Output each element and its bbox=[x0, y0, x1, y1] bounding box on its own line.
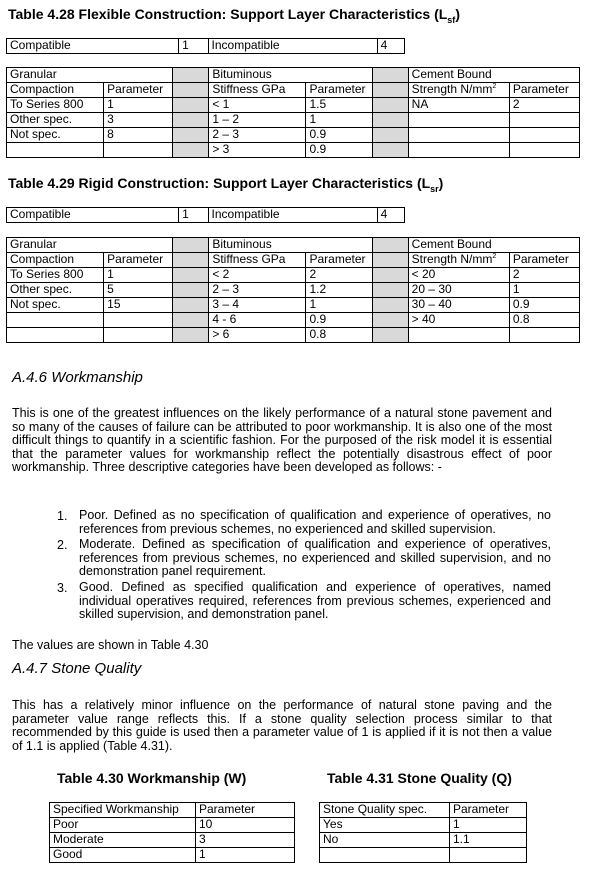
shaded-separator bbox=[372, 268, 408, 283]
table-cell: 1 bbox=[450, 818, 527, 833]
cement-col-strength bbox=[408, 83, 509, 98]
cement-col-parameter: Parameter bbox=[509, 83, 579, 98]
shaded-separator bbox=[372, 253, 408, 268]
table-cell: 1 bbox=[306, 298, 372, 313]
table-4-28-title bbox=[8, 6, 460, 25]
table-cell: Other spec. bbox=[7, 113, 104, 128]
table-4-28-compatibility bbox=[6, 38, 405, 54]
table-title-text: Table 4.29 Rigid Construction: Support Layer Characteristics (L bbox=[8, 175, 431, 191]
shaded-separator bbox=[173, 268, 209, 283]
granular-col-parameter: Parameter bbox=[104, 83, 173, 98]
table-cell bbox=[104, 313, 173, 328]
shaded-separator bbox=[173, 253, 209, 268]
table-title-close: ) bbox=[455, 6, 460, 22]
shaded-separator bbox=[173, 98, 209, 113]
shaded-separator bbox=[372, 68, 408, 83]
table-cell: 0.8 bbox=[306, 328, 372, 343]
table-row bbox=[7, 328, 580, 343]
table-row bbox=[7, 143, 580, 158]
table-cell: 2 bbox=[509, 268, 579, 283]
incompatible-value: 4 bbox=[377, 208, 404, 223]
table-cell: 30 – 40 bbox=[408, 298, 509, 313]
table-4-30 bbox=[49, 802, 295, 863]
table-cell: > 40 bbox=[408, 313, 509, 328]
table-cell: > 3 bbox=[209, 143, 306, 158]
bituminous-col-stiffness: Stiffness GPa bbox=[209, 83, 306, 98]
table-cell: 2 bbox=[306, 268, 372, 283]
table-cell bbox=[408, 128, 509, 143]
cement-group-header: Cement Bound bbox=[408, 238, 579, 253]
table-row bbox=[50, 848, 295, 863]
table-cell: 3 bbox=[196, 833, 295, 848]
table-title-subscript: sf bbox=[447, 14, 456, 25]
table-cell: 4 - 6 bbox=[209, 313, 306, 328]
table-cell: Yes bbox=[320, 818, 450, 833]
shaded-separator bbox=[173, 143, 209, 158]
shaded-separator bbox=[372, 143, 408, 158]
strength-unit-sup: 2 bbox=[492, 83, 497, 90]
table-cell: 8 bbox=[104, 128, 173, 143]
table-row bbox=[7, 298, 580, 313]
granular-group-header: Granular bbox=[7, 238, 173, 253]
table-cell: 5 bbox=[104, 283, 173, 298]
table-4-29-grid bbox=[6, 237, 580, 343]
shaded-separator bbox=[173, 328, 209, 343]
shaded-separator bbox=[372, 98, 408, 113]
table-cell: 1.1 bbox=[450, 833, 527, 848]
shaded-separator bbox=[372, 283, 408, 298]
table-cell: 1.2 bbox=[306, 283, 372, 298]
list-number: 2. bbox=[57, 538, 68, 552]
strength-unit-sup: 2 bbox=[492, 253, 497, 260]
shaded-separator bbox=[173, 128, 209, 143]
table-cell: < 20 bbox=[408, 268, 509, 283]
cement-col-parameter: Parameter bbox=[509, 253, 579, 268]
list-item-poor: Poor. Defined as no specification of qualification and experience of operatives, no references from previous schemes, no experienced and skilled supervision. bbox=[79, 508, 551, 536]
shaded-separator bbox=[173, 283, 209, 298]
table-cell: 3 bbox=[104, 113, 173, 128]
incompatible-label: Incompatible bbox=[208, 39, 377, 54]
table-cell bbox=[408, 113, 509, 128]
granular-col-parameter: Parameter bbox=[104, 253, 173, 268]
compatible-label: Compatible bbox=[7, 208, 179, 223]
compatible-value: 1 bbox=[179, 39, 208, 54]
table-cell: To Series 800 bbox=[7, 268, 104, 283]
table-cell: 2 – 3 bbox=[209, 128, 306, 143]
table-4-31 bbox=[319, 802, 527, 863]
table-cell: < 1 bbox=[209, 98, 306, 113]
table-4-31-title: Table 4.31 Stone Quality (Q) bbox=[327, 770, 512, 786]
shaded-separator bbox=[173, 238, 209, 253]
list-number: 3. bbox=[57, 581, 68, 595]
table-cell: To Series 800 bbox=[7, 98, 104, 113]
table-cell bbox=[408, 143, 509, 158]
column-header: Stone Quality spec. bbox=[320, 803, 450, 818]
table-row bbox=[7, 313, 580, 328]
table-4-30-title: Table 4.30 Workmanship (W) bbox=[57, 770, 247, 786]
table-cell: Other spec. bbox=[7, 283, 104, 298]
shaded-separator bbox=[372, 313, 408, 328]
table-row bbox=[50, 833, 295, 848]
table-cell: 15 bbox=[104, 298, 173, 313]
bituminous-col-parameter: Parameter bbox=[306, 83, 372, 98]
table-title-close: ) bbox=[438, 175, 444, 191]
granular-col-compaction: Compaction bbox=[7, 83, 104, 98]
table-cell: Moderate bbox=[50, 833, 196, 848]
granular-group-header: Granular bbox=[7, 68, 173, 83]
table-cell bbox=[450, 848, 527, 863]
table-title-subscript: sr bbox=[430, 183, 439, 194]
table-cell: 3 – 4 bbox=[209, 298, 306, 313]
table-cell bbox=[104, 328, 173, 343]
table-row bbox=[7, 128, 580, 143]
table-cell: 0.8 bbox=[509, 313, 579, 328]
table-cell: 1 bbox=[104, 268, 173, 283]
section-heading-workmanship: A.4.6 Workmanship bbox=[12, 369, 143, 386]
shaded-separator bbox=[173, 83, 209, 98]
granular-col-compaction: Compaction bbox=[7, 253, 104, 268]
cement-group-header: Cement Bound bbox=[408, 68, 579, 83]
table-cell: 10 bbox=[196, 818, 295, 833]
strength-label: Strength bbox=[411, 252, 458, 266]
table-cell: 0.9 bbox=[306, 313, 372, 328]
table-cell bbox=[320, 848, 450, 863]
table-row bbox=[320, 818, 527, 833]
table-cell: 20 – 30 bbox=[408, 283, 509, 298]
shaded-separator bbox=[173, 313, 209, 328]
shaded-separator bbox=[173, 298, 209, 313]
compatible-label: Compatible bbox=[7, 39, 179, 54]
table-4-29-title bbox=[8, 175, 443, 194]
table-row bbox=[7, 113, 580, 128]
table-cell: < 2 bbox=[209, 268, 306, 283]
table-cell: 2 bbox=[509, 98, 579, 113]
column-header: Parameter bbox=[450, 803, 527, 818]
table-row bbox=[7, 98, 580, 113]
stone-quality-paragraph: This has a relatively minor influence on the performance of natural stone paving and the parameter value range reflects this. If a stone quality selection process similar to that recommended by this guide is used then a parameter value of 1 is applied if it is not then a value of 1.1 is applied (Table 4.31). bbox=[12, 698, 552, 753]
values-note: The values are shown in Table 4.30 bbox=[12, 638, 209, 652]
strength-unit: N/mm bbox=[460, 82, 493, 96]
list-item-moderate: Moderate. Defined as specification of qualification and experience of operatives, references from previous schemes, no experienced and skilled supervision, and no demonstration panel requirement. bbox=[79, 537, 551, 579]
table-cell: Poor bbox=[50, 818, 196, 833]
incompatible-label: Incompatible bbox=[208, 208, 377, 223]
bituminous-group-header: Bituminous bbox=[209, 238, 372, 253]
table-cell bbox=[509, 143, 579, 158]
table-4-28-grid bbox=[6, 67, 580, 158]
shaded-separator bbox=[173, 68, 209, 83]
table-row bbox=[320, 833, 527, 848]
table-cell: 1 bbox=[196, 848, 295, 863]
table-title-text: Table 4.28 Flexible Construction: Support Layer Characteristics (L bbox=[8, 6, 448, 22]
workmanship-paragraph: This is one of the greatest influences on the likely performance of a natural stone pavement and so many of the causes of failure can be attributed to poor workmanship. It is also one of the most difficult things to quantify in a scientific fashion. For the purposed of the risk model it is essential that the parameter values for workmanship reflect the potentially disastrous effect of poor workmanship. Three descriptive categories have been developed as follows: - bbox=[12, 406, 552, 475]
column-header: Parameter bbox=[196, 803, 295, 818]
cement-col-strength bbox=[408, 253, 509, 268]
shaded-separator bbox=[372, 128, 408, 143]
compatible-value: 1 bbox=[179, 208, 208, 223]
table-cell: 1.5 bbox=[306, 98, 372, 113]
table-cell bbox=[509, 113, 579, 128]
table-cell bbox=[7, 328, 104, 343]
table-cell: 1 bbox=[104, 98, 173, 113]
table-row bbox=[7, 268, 580, 283]
shaded-separator bbox=[372, 328, 408, 343]
table-cell: Not spec. bbox=[7, 298, 104, 313]
section-heading-stone-quality: A.4.7 Stone Quality bbox=[12, 660, 142, 677]
bituminous-group-header: Bituminous bbox=[209, 68, 372, 83]
table-cell: 2 – 3 bbox=[209, 283, 306, 298]
list-number: 1. bbox=[57, 509, 68, 523]
shaded-separator bbox=[173, 113, 209, 128]
table-cell: 0.9 bbox=[306, 128, 372, 143]
bituminous-col-stiffness: Stiffness GPa bbox=[209, 253, 306, 268]
shaded-separator bbox=[372, 113, 408, 128]
table-cell bbox=[7, 313, 104, 328]
table-cell: 1 bbox=[509, 283, 579, 298]
table-cell bbox=[509, 128, 579, 143]
table-cell: 1 – 2 bbox=[209, 113, 306, 128]
shaded-separator bbox=[372, 238, 408, 253]
table-cell: > 6 bbox=[209, 328, 306, 343]
bituminous-col-parameter: Parameter bbox=[306, 253, 372, 268]
strength-label: Strength bbox=[411, 82, 458, 96]
table-row bbox=[50, 818, 295, 833]
table-cell bbox=[408, 328, 509, 343]
table-cell: NA bbox=[408, 98, 509, 113]
table-cell bbox=[509, 328, 579, 343]
table-cell: 0.9 bbox=[509, 298, 579, 313]
table-cell bbox=[104, 143, 173, 158]
table-cell: Good bbox=[50, 848, 196, 863]
list-item-good: Good. Defined as specified qualification and experience of operatives, named individual operatives required, references from previous schemes, experienced and skilled supervision, and demonstration panel. bbox=[79, 580, 551, 622]
table-cell: 0.9 bbox=[306, 143, 372, 158]
table-row bbox=[7, 283, 580, 298]
table-cell bbox=[7, 143, 104, 158]
column-header: Specified Workmanship bbox=[50, 803, 196, 818]
table-4-29-compatibility bbox=[6, 207, 405, 223]
incompatible-value: 4 bbox=[377, 39, 404, 54]
table-row bbox=[320, 848, 527, 863]
strength-unit: N/mm bbox=[460, 252, 493, 266]
table-cell: 1 bbox=[306, 113, 372, 128]
table-cell: Not spec. bbox=[7, 128, 104, 143]
table-cell: No bbox=[320, 833, 450, 848]
shaded-separator bbox=[372, 83, 408, 98]
shaded-separator bbox=[372, 298, 408, 313]
